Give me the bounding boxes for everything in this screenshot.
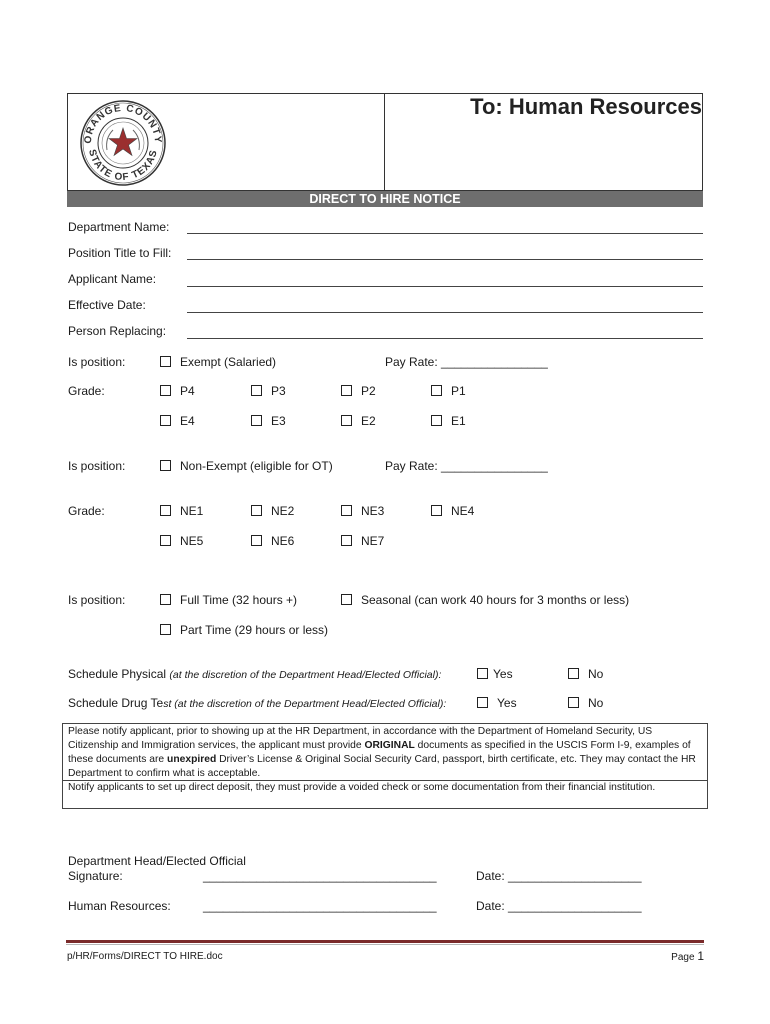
grade-ne7-label: NE7 — [361, 534, 385, 548]
schedule-drug-text: Schedule Drug Te — [68, 696, 164, 710]
exempt-grade-label: Grade: — [68, 384, 105, 398]
applicant-name-label: Applicant Name: — [68, 272, 157, 286]
grade-ne6-label: NE6 — [271, 534, 295, 548]
footer-page-number — [671, 949, 704, 963]
schedule-physical-text: Schedule Physical — [68, 667, 167, 681]
effective-date-field[interactable] — [187, 312, 703, 313]
notice-text-1: Please notify applicant, prior to showing up at the HR Department, in accordance with the Department of Homeland Security, US Citizenship and Immigration services, the applicant must provide — [68, 726, 653, 751]
form-title-banner: DIRECT TO HIRE NOTICE — [67, 191, 703, 207]
grade-p4-checkbox[interactable] — [160, 385, 171, 396]
department-name-label: Department Name: — [68, 220, 170, 234]
nonexempt-checkbox[interactable] — [160, 460, 171, 471]
page-label: Page — [671, 952, 695, 963]
grade-p4-label: P4 — [180, 384, 195, 398]
footer-rule-shadow — [66, 944, 704, 945]
notice-text-2: documents as specified in the USCIS Form I-9, examples of these documents are — [68, 740, 691, 765]
dept-head-signature-field[interactable]: ___________________________________ — [203, 869, 437, 883]
footer-file-path: p/HR/Forms/DIRECT TO HIRE.doc — [67, 951, 223, 962]
notice-text-3: Driver’s License & Original Social Security Card, passport, birth certificate, etc. They may contact the HR Department to confirm what is acceptable. — [68, 754, 696, 779]
department-name-field[interactable] — [187, 233, 703, 234]
position-title-field[interactable] — [187, 259, 703, 260]
grade-ne5-label: NE5 — [180, 534, 204, 548]
drug-yes-checkbox[interactable] — [477, 697, 488, 708]
dept-head-date-field[interactable]: Date: ____________________ — [476, 869, 642, 883]
grade-ne3-label: NE3 — [361, 504, 385, 518]
hr-signature-field[interactable]: ___________________________________ — [203, 899, 437, 913]
grade-e4-label: E4 — [180, 414, 195, 428]
position-title-label: Position Title to Fill: — [68, 246, 172, 260]
grade-e3-checkbox[interactable] — [251, 415, 262, 426]
part-time-checkbox[interactable] — [160, 624, 171, 635]
svg-text:STATE OF TEXAS: STATE OF TEXAS — [86, 148, 160, 184]
grade-e4-checkbox[interactable] — [160, 415, 171, 426]
seasonal-label: Seasonal (can work 40 hours for 3 months or less) — [361, 593, 630, 607]
notice-paragraph-direct-deposit: Notify applicants to set up direct deposit, they must provide a voided check or some documentation from their financial institution. — [68, 782, 656, 793]
exempt-option-label: Exempt (Salaried) — [180, 355, 277, 369]
grade-p1-label: P1 — [451, 384, 466, 398]
header-title: To: Human Resources — [470, 94, 702, 119]
grade-e2-label: E2 — [361, 414, 376, 428]
grade-ne6-checkbox[interactable] — [251, 535, 262, 546]
schedule-physical-note: (at the discretion of the Department Head/Elected Official): — [169, 669, 442, 681]
full-time-checkbox[interactable] — [160, 594, 171, 605]
grade-p3-label: P3 — [271, 384, 286, 398]
notice-paragraph-documents — [68, 725, 704, 781]
applicant-name-field[interactable] — [187, 286, 703, 287]
person-replacing-label: Person Replacing: — [68, 324, 167, 338]
grade-e1-label: E1 — [451, 414, 466, 428]
human-resources-label: Human Resources: — [68, 899, 171, 913]
grade-ne1-checkbox[interactable] — [160, 505, 171, 516]
physical-no-label: No — [588, 667, 604, 681]
dept-head-label: Department Head/Elected Official — [68, 854, 246, 868]
grade-p3-checkbox[interactable] — [251, 385, 262, 396]
notice-unexpired: unexpired — [167, 754, 217, 765]
drug-no-checkbox[interactable] — [568, 697, 579, 708]
nonexempt-pay-rate[interactable]: Pay Rate: ________________ — [385, 459, 548, 473]
grade-ne4-checkbox[interactable] — [431, 505, 442, 516]
schedule-physical-label — [68, 667, 441, 681]
page-number: 1 — [697, 949, 704, 963]
grade-ne7-checkbox[interactable] — [341, 535, 352, 546]
physical-yes-label: Yes — [493, 667, 513, 681]
full-time-label: Full Time (32 hours +) — [180, 593, 298, 607]
nonexempt-position-label: Is position: — [68, 459, 126, 473]
svg-text:ORANGE COUNTY: ORANGE COUNTY — [82, 102, 164, 145]
grade-e3-label: E3 — [271, 414, 286, 428]
person-replacing-field[interactable] — [187, 338, 703, 339]
grade-ne3-checkbox[interactable] — [341, 505, 352, 516]
nonexempt-option-label: Non-Exempt (eligible for OT) — [180, 459, 333, 473]
grade-e2-checkbox[interactable] — [341, 415, 352, 426]
drug-yes-label: Yes — [497, 696, 517, 710]
footer-rule — [66, 940, 704, 943]
physical-yes-checkbox[interactable] — [477, 668, 488, 679]
exempt-position-label: Is position: — [68, 355, 126, 369]
signature-label: Signature: — [68, 869, 123, 883]
grade-p2-checkbox[interactable] — [341, 385, 352, 396]
grade-p1-checkbox[interactable] — [431, 385, 442, 396]
physical-no-checkbox[interactable] — [568, 668, 579, 679]
grade-p2-label: P2 — [361, 384, 376, 398]
exempt-checkbox[interactable] — [160, 356, 171, 367]
seasonal-checkbox[interactable] — [341, 594, 352, 605]
grade-ne2-checkbox[interactable] — [251, 505, 262, 516]
schedule-drug-note: st (at the discretion of the Department Head/Elected Official): — [163, 698, 447, 710]
grade-e1-checkbox[interactable] — [431, 415, 442, 426]
time-position-label: Is position: — [68, 593, 126, 607]
nonexempt-grade-label: Grade: — [68, 504, 105, 518]
drug-no-label: No — [588, 696, 604, 710]
part-time-label: Part Time (29 hours or less) — [180, 623, 329, 637]
grade-ne4-label: NE4 — [451, 504, 475, 518]
notice-original: ORIGINAL — [364, 740, 415, 751]
schedule-drug-label — [68, 696, 446, 710]
grade-ne5-checkbox[interactable] — [160, 535, 171, 546]
grade-ne1-label: NE1 — [180, 504, 204, 518]
county-seal-logo — [77, 98, 169, 188]
header-divider — [384, 93, 385, 191]
effective-date-label: Effective Date: — [68, 298, 146, 312]
hr-date-field[interactable]: Date: ____________________ — [476, 899, 642, 913]
grade-ne2-label: NE2 — [271, 504, 295, 518]
exempt-pay-rate[interactable]: Pay Rate: ________________ — [385, 355, 548, 369]
